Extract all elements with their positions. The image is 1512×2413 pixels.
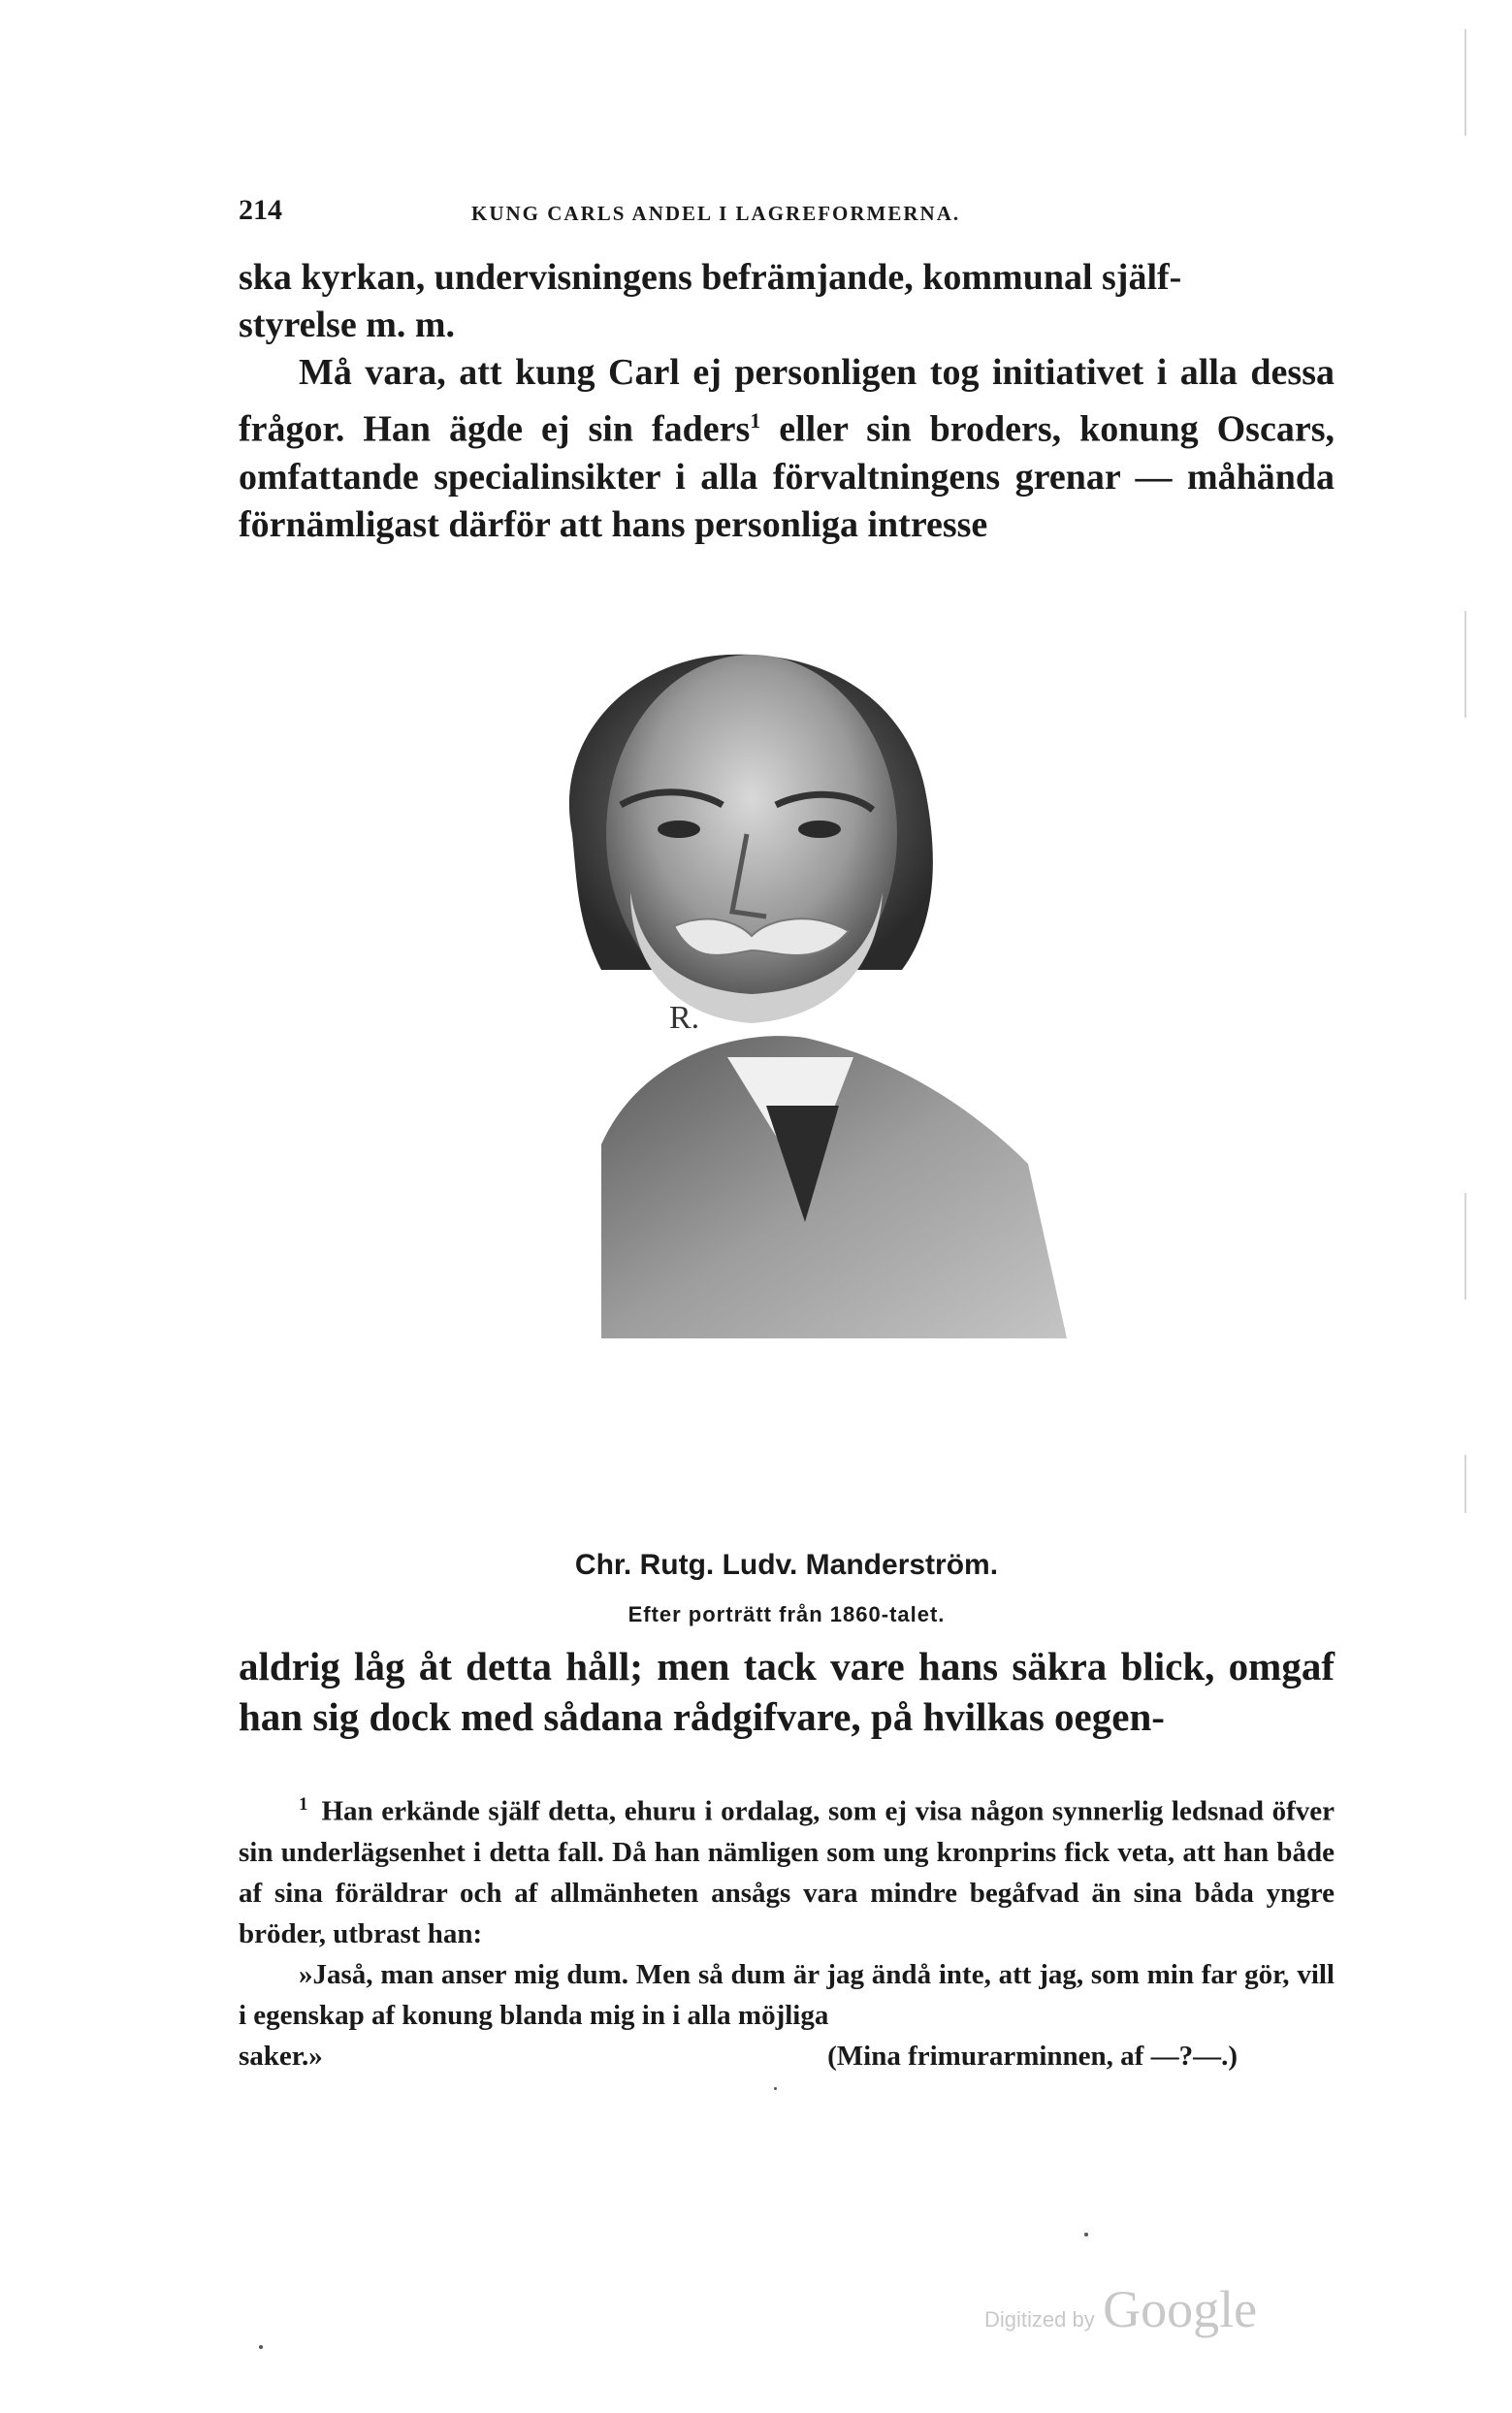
watermark-prefix: Digitized by [984,2307,1095,2332]
figure-subcaption: Efter porträtt från 1860-talet. [627,1602,946,1626]
page-number: 214 [239,194,282,226]
footnote-paragraph [239,1785,1335,1954]
artist-signature: R. [669,1000,700,1036]
figure-caption: Chr. Rutg. Ludv. Manderström. [574,1549,999,1581]
paragraph-continued [239,254,1335,349]
footnote-mark: 1 [299,1794,308,1815]
paragraph-line: styrelse m. m. [239,305,456,345]
eye-shape [658,820,700,838]
footnote-quote-end: saker.» [239,2040,323,2072]
footnote-reference: 1 [750,408,761,433]
paragraph-continued: aldrig låg åt detta håll; men tack vare hans säkra blick, omgaf han sig dock med sådana rådgifvare, på hvilkas oegen- [239,1644,1335,1739]
page-header [239,194,1335,233]
scan-speck [259,2345,263,2349]
google-watermark [984,2279,1257,2339]
eye-shape [798,820,841,838]
scan-edge-line [1464,611,1466,718]
scan-edge-line [1464,29,1466,136]
scan-speck [1084,2233,1088,2236]
footnote-source: (Mina frimurarminnen, af —?—.) [827,2040,1238,2072]
paragraph-text: eller sin broders, konung Oscars, omfattande specialinsikter i alla förvaltningens grenar — måhända förnämligast därför att hans personliga intresse [239,408,1335,545]
watermark-brand: Google [1103,2280,1258,2338]
footnote-last-line [239,2036,1335,2076]
body-text-bottom [239,1641,1335,1742]
scan-edge-line [1464,1455,1466,1513]
footnote [239,1785,1335,2076]
footnote-quote: »Jaså, man anser mig dum. Men så dum är jag ändå inte, att jag, som min far gör, vill i egenskap af konung blanda mig in i alla möjliga [239,1958,1335,2031]
footnote-text: Han erkände själf detta, ehuru i ordalag, som ej visa någon synnerlig ledsnad öfver sin underlägsenhet i detta fall. Då han nämligen som ung kronprins fick veta, att han både af sina föräldrar och af allmänheten ansågs vara mindre begåfvad än sina båda yngre bröder, utbrast han: [239,1795,1335,1949]
paragraph-line: ska kyrkan, undervisningens befrämjande, kommunal själf- [239,257,1182,298]
paragraph-text: Må vara, att kung Carl ej personligen tog initiativet i alla dessa frågor. Han ägde ej sin faders [239,352,1335,450]
scan-speck [774,2087,777,2090]
scan-edge-line [1464,1193,1466,1300]
paragraph [239,349,1335,549]
portrait-engraving [485,601,1106,1532]
running-head: KUNG CARLS ANDEL I LAGREFORMERNA. [471,202,961,225]
body-text-top [239,254,1335,549]
